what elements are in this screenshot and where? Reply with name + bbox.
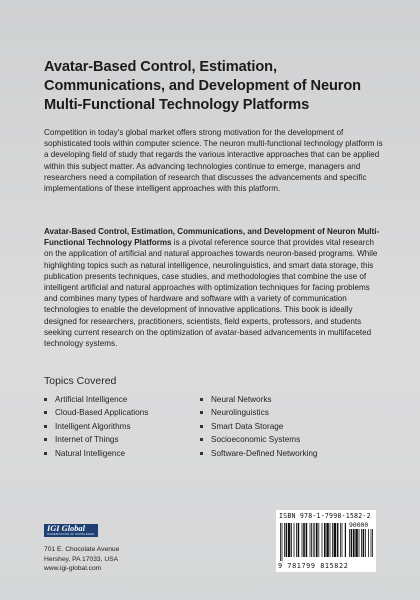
topics-list-left	[44, 393, 148, 460]
barcode-bar	[371, 529, 372, 557]
barcode-bar	[345, 523, 346, 557]
publisher-address	[44, 545, 119, 574]
barcode-bar	[314, 523, 315, 557]
barcode-bar	[372, 529, 373, 557]
barcode-bar	[284, 523, 285, 557]
barcode-bar	[302, 523, 303, 557]
barcode-bar	[334, 523, 336, 557]
barcode-bar	[332, 523, 333, 557]
barcode-bar	[310, 523, 311, 557]
barcode-bar	[359, 529, 360, 557]
description-paragraph-1: Competition in today's global market offers strong motivation for the development of sophisticated tools within computer science. The neuron multi-functional technology platform is a developing field of study that regards the various interactive approaches that can be applied within this subject matter. As advancing technologies continue to emerge, managers and researchers need a compilation of research that discusses the advancements and specific implementations of these intelligent approaches with this platform.	[44, 128, 383, 194]
publisher-website: www.igi-global.com	[44, 565, 102, 573]
barcode-bar	[318, 523, 319, 557]
barcode-bar	[294, 523, 295, 557]
book-title: Avatar-Based Control, Estimation, Communications, and Development of Neuron Multi-Functional Technology Platforms	[44, 59, 361, 113]
barcode-bar	[337, 523, 339, 557]
barcode-bar	[291, 523, 292, 557]
description-title-bold: Avatar-Based Control, Estimation, Communications, and Development of Neuron Multi-Functional Technology Platforms	[44, 227, 380, 248]
topic-item: Neurolinguistics	[200, 406, 318, 419]
barcode-bar	[340, 523, 341, 557]
barcode-bar	[353, 529, 355, 557]
barcode-addon-number: 90000	[349, 521, 369, 529]
address-line: Hershey, PA 17033, USA	[44, 555, 119, 563]
barcode-bar	[324, 523, 326, 557]
barcode-bar	[298, 523, 300, 557]
barcode-bar	[303, 523, 305, 557]
barcode-bar	[280, 523, 281, 561]
barcode-bar	[316, 523, 318, 557]
publisher-logo-name: IGI Global	[47, 524, 85, 533]
barcode-bar	[330, 523, 331, 557]
topic-item: Smart Data Storage	[200, 420, 318, 433]
barcode-addon-bars	[349, 529, 373, 561]
barcode-bar	[313, 523, 314, 557]
topic-item: Socioeconomic Systems	[200, 433, 318, 446]
publisher-logo	[44, 524, 98, 537]
topic-item: Internet of Things	[44, 433, 148, 446]
barcode-bar	[288, 523, 290, 557]
barcode-bar	[368, 529, 369, 557]
isbn-number: ISBN 978-1-7998-1582-2	[279, 512, 371, 520]
barcode-bar	[361, 529, 362, 557]
description-body-text: is a pivotal reference source that provides vital research on the application of artificial and natural approaches towards neuron-based programs. While highlighting topics such as natural intelligence, neurolinguistics, and smart data storage, this publication presents techniques, case studies, and methodologies that combine the use of intelligent artificial and natural approaches with optimization techniques for facing problems and combines many types of hardware and software with a variety of communication technologies to enable the development of innovative applications. This book is ideally designed for researchers, practitioners, scientists, field experts, professors, and students seeking current research on the optimization of avatar-based advancements in multifaceted technology systems.	[44, 238, 378, 349]
topic-item: Intelligent Algorithms	[44, 420, 148, 433]
barcode-bar	[349, 529, 350, 557]
barcode-bar	[342, 523, 343, 557]
barcode-bar	[306, 523, 308, 557]
barcode-bar	[351, 529, 353, 557]
publisher-logo-tagline: DISSEMINATOR OF KNOWLEDGE	[47, 532, 95, 536]
barcode-bar	[286, 523, 288, 557]
topics-heading: Topics Covered	[44, 375, 117, 387]
barcode-bar	[363, 529, 365, 557]
isbn-barcode	[276, 510, 376, 572]
topic-item: Neural Networks	[200, 393, 318, 406]
topic-item: Natural Intelligence	[44, 447, 148, 460]
barcode-bar	[355, 529, 357, 557]
barcode-bars	[280, 523, 346, 561]
topics-list-right	[200, 393, 318, 460]
barcode-bar	[311, 523, 312, 557]
barcode-bar	[365, 529, 366, 557]
topic-item: Artificial Intelligence	[44, 393, 148, 406]
barcode-bar	[322, 523, 323, 557]
barcode-bar	[326, 523, 328, 557]
topic-item: Cloud-Based Applications	[44, 406, 148, 419]
barcode-bar	[282, 523, 283, 561]
barcode-bar	[296, 523, 297, 557]
description-paragraph-2	[44, 226, 384, 349]
barcode-ean-number: 9 781799 815822	[278, 562, 349, 570]
address-line: 701 E. Chocolate Avenue	[44, 546, 120, 553]
topic-item: Software-Defined Networking	[200, 447, 318, 460]
